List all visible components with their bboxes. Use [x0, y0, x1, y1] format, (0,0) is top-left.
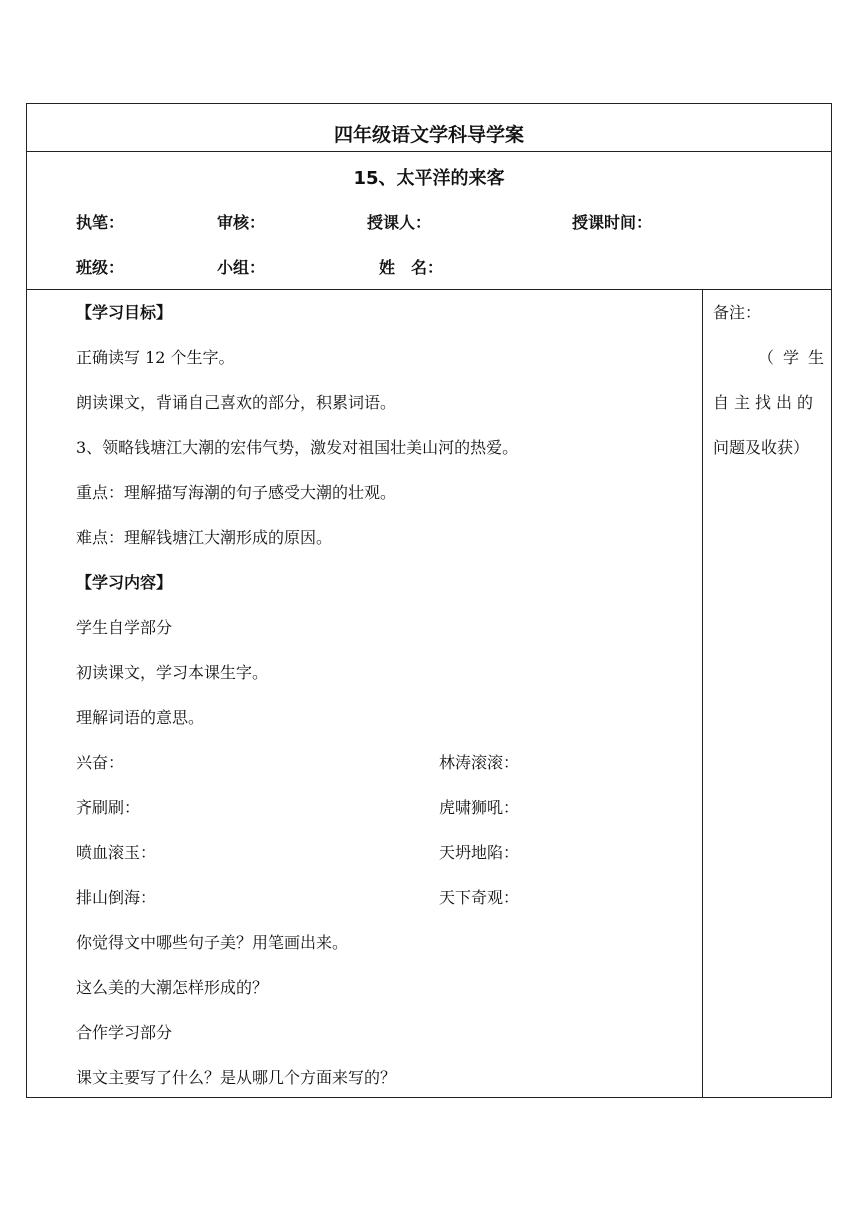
coop-label: 合作学习部分: [76, 1023, 173, 1042]
goal-item: 朗读课文，背诵自己喜欢的部分，积累词语。: [76, 393, 397, 412]
self-study-label: 学生自学部分: [76, 618, 173, 637]
notes-label: 备注：: [713, 303, 762, 322]
goals-heading: 【学习目标】: [76, 303, 173, 322]
step-text: 理解词语的意思。: [76, 708, 205, 727]
key-point: 重点：理解描写海潮的句子感受大潮的壮观。: [76, 483, 397, 502]
reviewer-label: 审核：: [217, 213, 266, 232]
vocab-word: 排山倒海：: [76, 888, 157, 907]
notes-text: （学生: [758, 348, 834, 367]
goal-item: 正确读写 12 个生字。: [76, 348, 235, 367]
teacher-label: 授课人：: [367, 213, 432, 232]
lesson-plan-table: [26, 103, 832, 1098]
lesson-title: 15、太平洋的来客: [353, 168, 505, 189]
class-label: 班级：: [76, 258, 125, 277]
question: 你觉得文中哪些句子美？用笔画出来。: [76, 933, 349, 952]
vocab-word: 兴奋：: [76, 753, 125, 772]
divider: [27, 289, 831, 290]
question: 这么美的大潮怎样形成的？: [76, 978, 269, 997]
vocab-word: 喷血滚玉：: [76, 843, 157, 862]
vocab-word: 天坍地陷：: [439, 843, 520, 862]
time-label: 授课时间：: [572, 213, 653, 232]
name-label: 姓 名：: [379, 258, 444, 277]
difficulty: 难点：理解钱塘江大潮形成的原因。: [76, 528, 333, 547]
notes-text: 自主找出的: [713, 393, 819, 412]
writer-label: 执笔：: [76, 213, 125, 232]
page-title: 四年级语文学科导学案: [333, 124, 524, 146]
group-label: 小组：: [217, 258, 266, 277]
notes-text: 问题及收获）: [713, 438, 810, 457]
vocab-word: 天下奇观：: [439, 888, 520, 907]
vocab-word: 林涛滚滚：: [439, 753, 520, 772]
column-divider: [702, 289, 703, 1097]
step-text: 初读课文，学习本课生字。: [76, 663, 269, 682]
question: 课文主要写了什么？是从哪几个方面来写的？: [76, 1068, 397, 1087]
vocab-word: 齐刷刷：: [76, 798, 141, 817]
content-heading: 【学习内容】: [76, 573, 173, 592]
vocab-word: 虎啸狮吼：: [439, 798, 520, 817]
divider: [27, 151, 831, 152]
goal-item: 3、领略钱塘江大潮的宏伟气势，激发对祖国壮美山河的热爱。: [76, 438, 519, 457]
